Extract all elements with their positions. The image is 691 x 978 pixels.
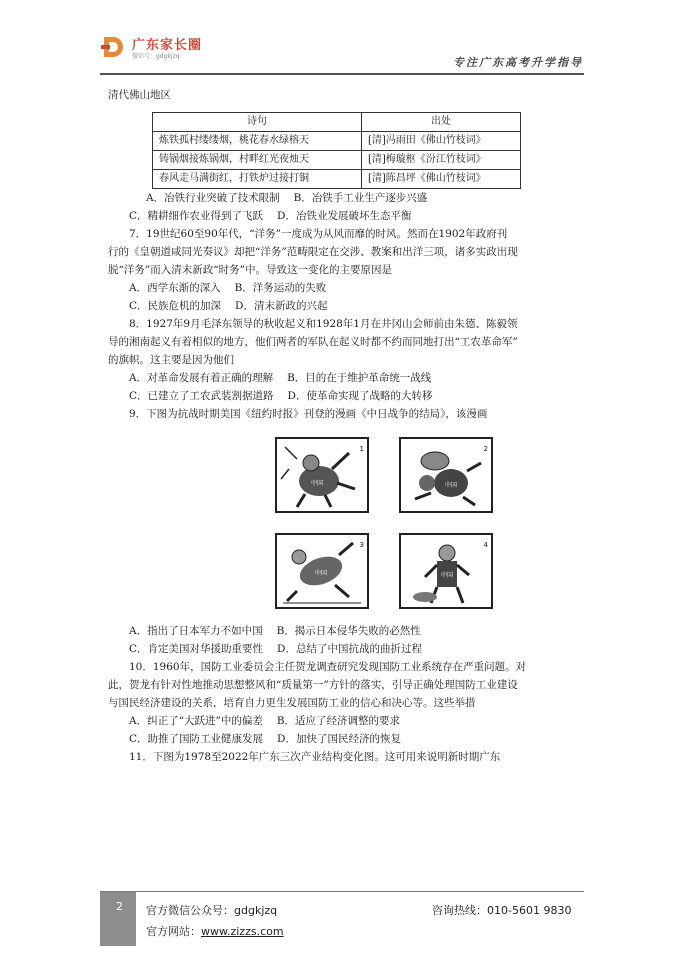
cartoon-panel-3: [275, 533, 369, 609]
table-header-poem: 诗句: [153, 113, 362, 132]
table-row: [153, 132, 521, 151]
footer-website-link[interactable]: www.zizzs.com: [201, 925, 284, 938]
q9-options-row-1: [108, 622, 578, 640]
q8-stem-line-2: 导的湘南起义有着相似的地方，他们两者的军队在起义时都不约而同地打出“工农革命军”: [108, 336, 518, 348]
q7-stem-line-3: 脱“洋务”而入清末新政“时务”中。导致这一变化的主要原因是: [108, 264, 392, 276]
panel-label: 中国: [445, 482, 458, 489]
q10-options-row-2: [108, 730, 578, 748]
q10-stem-line-2: 此，贺龙有针对性地推动思想整风和“质量第一”方针的落实，引导正确处理国防工业建设: [108, 679, 518, 691]
cartoon-figure: [275, 437, 505, 612]
struggle-scene-icon: [401, 439, 491, 511]
q7-option-a: A．西学东渐的深入: [129, 282, 221, 294]
panel-number: 4: [483, 541, 488, 549]
panel-number: 3: [359, 541, 364, 549]
q10-options-row-1: [108, 712, 578, 730]
brand-logo: [100, 32, 240, 66]
q8-option-c: C．已建立了工农武装割据道路: [129, 390, 274, 402]
panel-label: 中国: [441, 572, 454, 579]
fall-scene-icon: [277, 535, 367, 607]
q6-options-row-2: [108, 207, 578, 225]
q9-stem: 9．下图为抗战时期美国《纽约时报》刊登的漫画《中日战争的结局》，该漫画: [129, 408, 488, 420]
poem-cell: 铸锅烟接炼锅烟，村畔红光夜烛天: [153, 151, 362, 170]
panel-number: 2: [483, 445, 488, 453]
q10-stem-line-1: 10．1960年，国防工业委员会主任贺龙调查研究发现国防工业系统存在严重问题。对: [129, 661, 527, 673]
q7-stem-line-2: 行的《皇朝道咸同光奏议》却把“洋务”范畴限定在交涉、教案和出洋三项，诸多实政出现: [108, 246, 518, 258]
q8-stem-line-1: 8．1927年9月毛泽东领导的秋收起义和1928年1月在井冈山会师前由朱德、陈毅领: [129, 318, 518, 330]
victory-scene-icon: [401, 535, 491, 607]
q9-option-a: A．指出了日本军力不如中国: [129, 625, 263, 637]
q10-option-d: D．加快了国民经济的恢复: [277, 733, 401, 745]
q7-options-row-1: [108, 279, 578, 297]
panel-number: 1: [359, 445, 364, 453]
table-row: [153, 151, 521, 170]
table-header-source: 出处: [362, 113, 521, 132]
logo-mark-icon: [100, 34, 126, 60]
q11-stem: 11．下图为1978至2022年广东三次产业结构变化图。这可用来说明新时期广东: [129, 751, 501, 763]
q7-option-b: B．洋务运动的失败: [234, 282, 327, 294]
q9-option-b: B．揭示日本侵华失败的必然性: [276, 625, 421, 637]
q9-option-d: D．总结了中国抗战的曲折过程: [277, 643, 422, 655]
page-content: [108, 86, 578, 766]
q10-stem-line-3: 与国民经济建设的关系，培育自力更生发展国防工业的信心和决心等。这些举措: [108, 697, 476, 709]
q8-option-d: D．使革命实现了战略的大转移: [287, 390, 433, 402]
poem-cell: 春风走马满街红，打铁炉过接打铜: [153, 170, 362, 189]
logo-name: 广东家长圈: [132, 38, 203, 53]
q6-option-c: C．精耕细作农业得到了飞跃: [129, 210, 264, 222]
q6-option-a: A．冶铁行业突破了技术限制: [146, 192, 280, 204]
footer-website-label: 官方网站：: [146, 925, 201, 938]
cartoon-panel-1: [275, 437, 369, 513]
cartoon-panel-2: [399, 437, 493, 513]
footer-wechat: 官方微信公众号：gdgkjzq: [146, 904, 278, 917]
q9-options-row-2: [108, 640, 578, 658]
cartoon-panel-4: [399, 533, 493, 609]
q8-options-row-2: [108, 387, 578, 405]
fight-scene-icon: [277, 439, 367, 511]
q8-options-row-1: [108, 369, 578, 387]
footer-website: [146, 923, 284, 939]
panel-label: 中国: [311, 480, 324, 487]
q9-option-c: C．肯定美国对华援助重要性: [129, 643, 264, 655]
q7-options-row-2: [108, 297, 578, 315]
q6-intro: 清代佛山地区: [108, 89, 171, 101]
source-cell: [清]冯雨田《佛山竹枝词》: [362, 132, 521, 151]
source-cell: [清]梅璇枢《汾江竹枝词》: [362, 151, 521, 170]
q10-option-a: A．纠正了“大跃进”中的偏差: [129, 715, 263, 727]
source-cell: [清]陈昌坪《佛山竹枝词》: [362, 170, 521, 189]
q8-stem-line-3: 的旗帜。这主要是因为他们: [108, 354, 234, 366]
q7-option-d: D．清末新政的兴起: [235, 300, 328, 312]
q8-option-a: A．对革命发展有着正确的理解: [129, 372, 274, 384]
table-row: [153, 170, 521, 189]
poem-table: [152, 112, 521, 189]
poem-cell: 炼铁孤村缕缕烟，桃花春水绿榕天: [153, 132, 362, 151]
header-slogan: 专注广东高考升学指导: [453, 56, 583, 69]
q8-option-b: B．目的在于维护革命统一战线: [287, 372, 432, 384]
page-number: 2: [116, 900, 123, 913]
q10-option-b: B．适应了经济调整的要求: [276, 715, 401, 727]
q7-stem-line-1: 7．19世纪60至90年代，“洋务”一度成为从风而靡的时风。然而在1902年政府刊: [129, 228, 508, 240]
q6-options-row-1: [108, 189, 578, 207]
table-header-row: [153, 113, 521, 132]
footer-divider: [100, 891, 584, 892]
header-divider: [100, 73, 584, 75]
q7-option-c: C．民族危机的加深: [129, 300, 222, 312]
q6-option-b: B．冶铁手工业生产逐步兴盛: [293, 192, 428, 204]
logo-wechat-id: 微信号：gdgkjzq: [132, 53, 180, 60]
panel-label: 中国: [315, 570, 328, 577]
footer-hotline: 咨询热线：010-5601 9830: [432, 904, 572, 917]
q10-option-c: C．助推了国防工业健康发展: [129, 733, 264, 745]
q6-option-d: D．冶铁业发展破坏生态平衡: [277, 210, 412, 222]
